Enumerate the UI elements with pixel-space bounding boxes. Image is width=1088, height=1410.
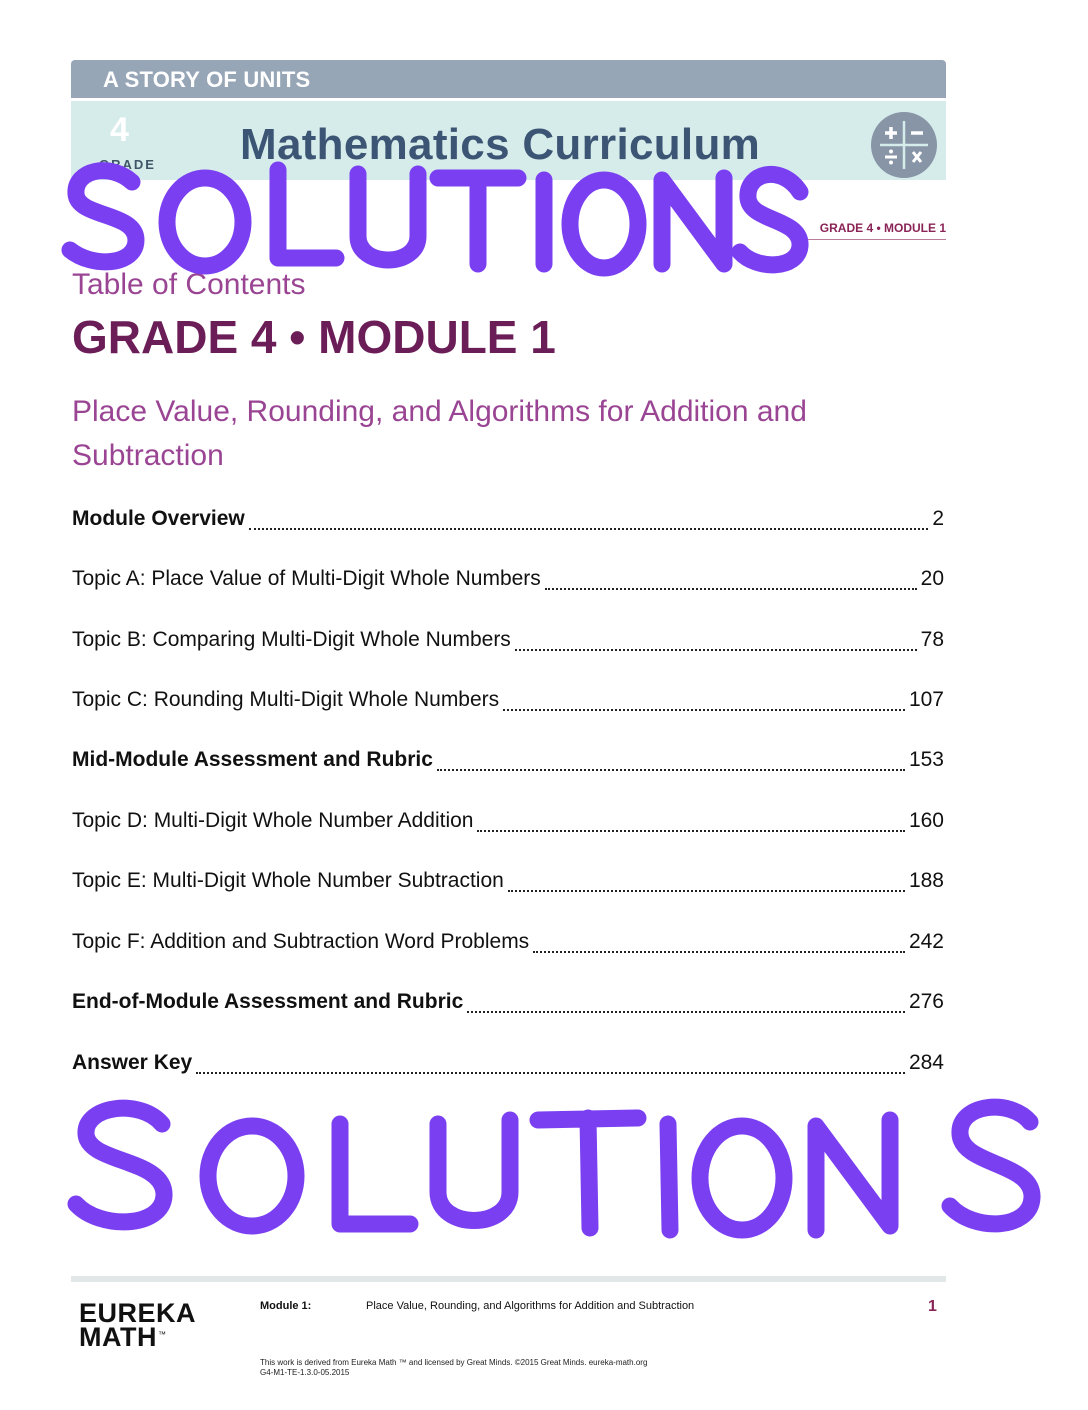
leader-dots — [467, 1011, 905, 1013]
series-label: A STORY OF UNITS — [103, 67, 311, 92]
page-number: 1 — [928, 1298, 937, 1315]
toc-entry[interactable] — [72, 567, 944, 597]
series-band — [71, 60, 946, 98]
toc-entry[interactable] — [72, 688, 944, 718]
toc-entry-page: 107 — [908, 688, 944, 711]
toc-entry-label: Topic A: Place Value of Multi-Digit Whole Numbers — [72, 567, 541, 590]
toc-entry-page: 284 — [908, 1051, 944, 1074]
toc-entry-page: 153 — [908, 748, 944, 771]
toc-entry-label: Topic E: Multi-Digit Whole Number Subtraction — [72, 869, 504, 892]
curriculum-title: Mathematics Curriculum — [240, 120, 761, 169]
toc-entry[interactable] — [72, 930, 944, 960]
leader-dots — [477, 830, 904, 832]
toc-entry-label: Answer Key — [72, 1051, 193, 1074]
toc-entry-page: 242 — [908, 930, 944, 953]
leader-dots — [437, 769, 905, 771]
breadcrumb: GRADE 4 • MODULE 1 — [819, 221, 946, 235]
toc-entry[interactable] — [72, 990, 944, 1020]
toc-entry-label: Module Overview — [72, 507, 245, 530]
grade-number: 4 — [110, 111, 129, 149]
leader-dots — [533, 951, 905, 953]
toc-entry-label: Topic B: Comparing Multi-Digit Whole Numbers — [72, 628, 511, 651]
solutions-watermark-top — [40, 140, 820, 280]
toc-entry[interactable] — [72, 809, 944, 839]
logo-trademark: ™ — [158, 1330, 166, 1339]
toc-entry[interactable] — [72, 869, 944, 899]
footer-module-label: Module 1: — [260, 1300, 312, 1312]
logo-text-line1: EUREKA — [79, 1298, 197, 1328]
logo-text-line2: MATH — [79, 1322, 157, 1352]
breadcrumb-underline — [802, 239, 946, 240]
leader-dots — [515, 649, 917, 651]
toc-entry[interactable] — [72, 1051, 944, 1081]
footer-legal — [260, 1358, 647, 1378]
leader-dots — [503, 709, 905, 711]
math-operations-icon — [870, 111, 938, 184]
leader-dots — [196, 1072, 905, 1074]
toc-entry-page: 20 — [920, 567, 944, 590]
solutions-watermark-bottom — [40, 1080, 1050, 1250]
grade-word: GRADE — [99, 157, 156, 172]
toc-heading: Table of Contents — [72, 268, 306, 301]
leader-dots — [508, 890, 905, 892]
toc-entry-page: 188 — [908, 869, 944, 892]
leader-dots — [545, 588, 917, 590]
toc-entry-label: End-of-Module Assessment and Rubric — [72, 990, 464, 1013]
module-subtitle: Place Value, Rounding, and Algorithms for Addition and Subtraction — [72, 395, 807, 472]
toc-entry-label: Topic C: Rounding Multi-Digit Whole Numbers — [72, 688, 500, 711]
footer-rule — [71, 1276, 946, 1282]
toc-entry-page: 160 — [908, 809, 944, 832]
toc-entry-label: Topic F: Addition and Subtraction Word Problems — [72, 930, 530, 953]
toc-entry[interactable] — [72, 748, 944, 778]
toc-entry-label: Topic D: Multi-Digit Whole Number Addition — [72, 809, 474, 832]
page-title: GRADE 4 • MODULE 1 — [72, 311, 556, 363]
footer-legal-line1: This work is derived from Eureka Math ™ and licensed by Great Minds. ©2015 Great Minds. eureka-math.org — [260, 1358, 648, 1367]
toc-entry-page: 78 — [920, 628, 944, 651]
toc-entry-label: Mid-Module Assessment and Rubric — [72, 748, 433, 771]
leader-dots — [249, 528, 929, 530]
toc-entry-page: 2 — [932, 507, 944, 530]
footer-module-title: Place Value, Rounding, and Algorithms for Addition and Subtraction — [366, 1300, 695, 1312]
toc-entry-page: 276 — [908, 990, 944, 1013]
toc-entry[interactable] — [72, 628, 944, 658]
footer-legal-line2: G4-M1-TE-1.3.0-05.2015 — [260, 1368, 350, 1377]
toc-entry[interactable] — [72, 507, 944, 537]
